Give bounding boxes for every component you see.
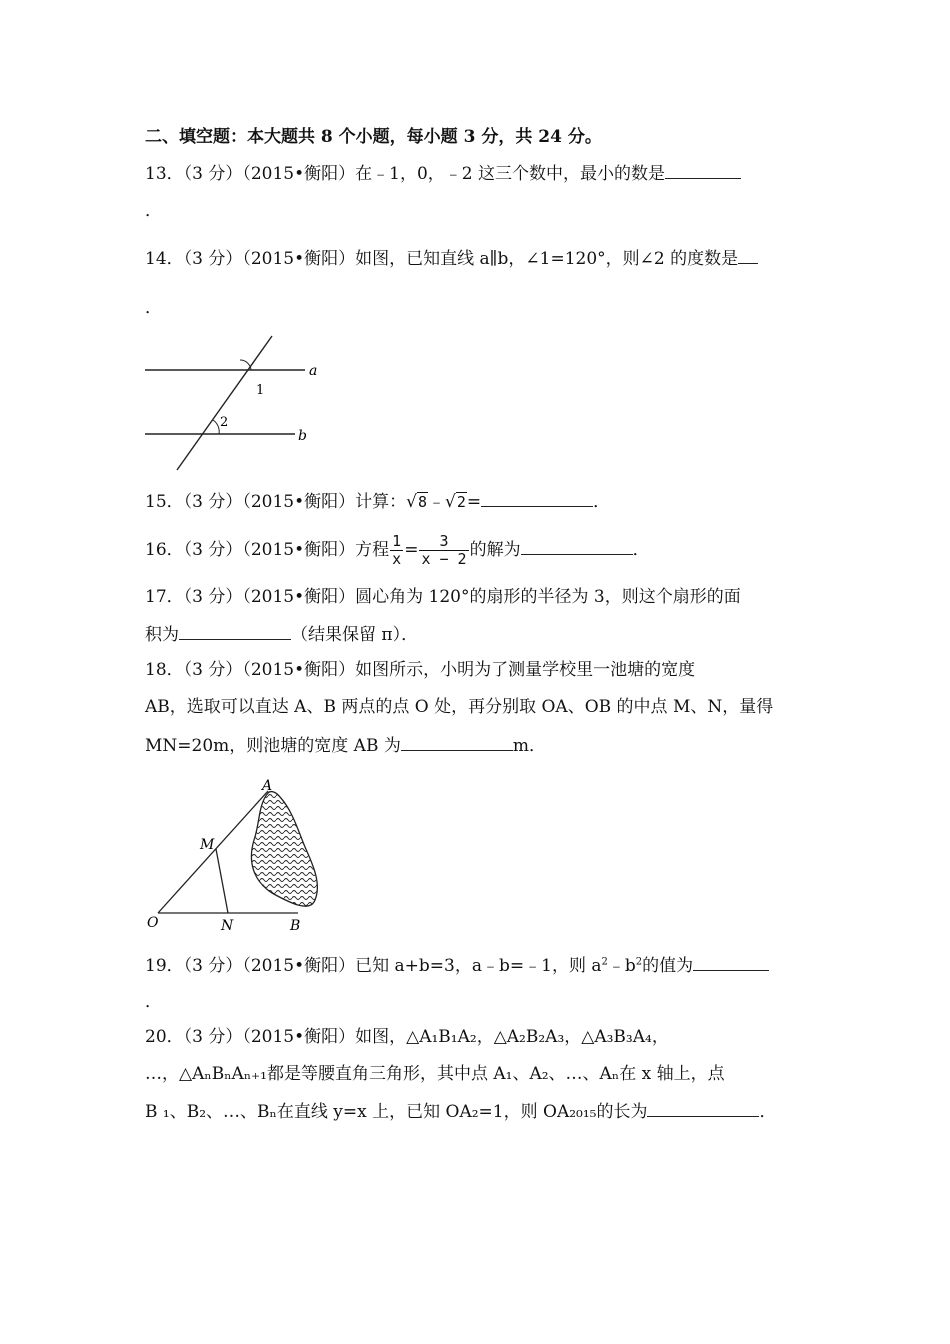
sqrt-sign-1: √ <box>406 492 417 512</box>
label-M: M <box>200 837 215 853</box>
label-N: N <box>221 918 234 934</box>
question-18-line-3 <box>145 734 546 757</box>
label-a: a <box>309 363 318 379</box>
figure-parallel-lines <box>140 330 340 480</box>
label-b: b <box>298 428 307 444</box>
section-title-text: 二、填空题：本大题共 8 个小题，每小题 3 分，共 24 分。 <box>145 127 602 147</box>
section-title <box>145 126 602 148</box>
label-O: O <box>147 915 159 931</box>
question-16 <box>145 533 650 568</box>
question-20-line-3 <box>145 1100 776 1123</box>
fraction-1-over-x <box>390 533 403 568</box>
question-19-pre: 19．（3 分）（2015•衡阳）已知 a+b=3，a﹣b=﹣1，则 a <box>145 956 602 976</box>
answer-blank-15[interactable] <box>481 490 593 507</box>
sqrt-sign-2: √ <box>445 492 456 512</box>
question-15 <box>145 490 610 513</box>
question-19-mid: ﹣b <box>607 956 636 976</box>
question-20-line-1: 20．（3 分）（2015•衡阳）如图，△A₁B₁A₂，△A₂B₂A₃，△A₃B₃A₄， <box>145 1027 669 1047</box>
answer-blank-16[interactable] <box>521 538 633 555</box>
question-14 <box>145 247 758 270</box>
question-13-end: ． <box>145 201 162 221</box>
answer-blank-20[interactable] <box>647 1100 759 1117</box>
fraction-2-denominator: x − 2 <box>421 550 467 568</box>
question-18-line-2: AB，选取可以直达 A、B 两点的点 O 处，再分别取 OA、OB 的中点 M、N，量得 <box>145 697 774 717</box>
segment-MN <box>216 849 228 913</box>
radicand-2: 2 <box>456 493 466 511</box>
question-20-line-2: …，△AₙBₙAₙ₊₁都是等腰直角三角形，其中点 A₁、A₂、…、Aₙ在 x 轴上，点 <box>145 1064 725 1084</box>
pond-shape <box>251 792 317 907</box>
question-16-tail: 的解为 <box>469 540 521 560</box>
question-19-post: 的值为 <box>642 956 694 976</box>
question-13-stem: 13．（3 分）（2015•衡阳）在﹣1，0，﹣2 这三个数中，最小的数是 <box>145 164 665 184</box>
question-20-pre: B ₁、B₂、…、Bₙ在直线 y=x 上，已知 OA₂=1，则 OA₂₀₁₅的长为 <box>145 1102 648 1122</box>
question-16-stem: 16．（3 分）（2015•衡阳）方程 <box>145 540 390 560</box>
fraction-1-numerator: 1 <box>392 532 402 550</box>
fraction-2-numerator: 3 <box>419 533 468 551</box>
q15-minus: ﹣ <box>428 492 446 512</box>
question-14-end: ． <box>145 298 162 318</box>
label-B: B <box>290 918 301 934</box>
figure-pond <box>140 775 340 940</box>
answer-blank-13[interactable] <box>665 162 741 179</box>
label-A: A <box>262 778 273 794</box>
question-15-stem: 15．（3 分）（2015•衡阳）计算： <box>145 492 407 512</box>
fraction-1-denominator: x <box>392 550 402 568</box>
answer-blank-18[interactable] <box>401 734 513 751</box>
angle-2-arc <box>213 420 219 434</box>
question-15-end: ． <box>593 492 611 512</box>
fraction-3-over-x-minus-2 <box>419 533 468 568</box>
question-17-line-2 <box>145 623 418 646</box>
answer-blank-17[interactable] <box>179 623 291 640</box>
q16-equals: = <box>404 540 419 560</box>
question-18-pre: MN=20m，则池塘的宽度 AB 为 <box>145 736 401 756</box>
question-19 <box>145 954 769 977</box>
radicand-8: 8 <box>418 493 428 511</box>
label-1: 1 <box>256 383 265 398</box>
exponent-a: 2 <box>601 956 608 968</box>
question-17-post: （结果保留 π）． <box>291 625 419 645</box>
question-16-end: ． <box>632 540 650 560</box>
exponent-b: 2 <box>635 956 643 968</box>
question-14-stem: 14．（3 分）（2015•衡阳）如图，已知直线 a∥b，∠1=120°，则∠2 的度数是 <box>145 249 739 269</box>
answer-blank-19[interactable] <box>693 954 769 971</box>
label-2: 2 <box>220 415 229 430</box>
question-18-line-1: 18．（3 分）（2015•衡阳）如图所示，小明为了测量学校里一池塘的宽度 <box>145 660 696 680</box>
answer-blank-14[interactable] <box>738 247 758 264</box>
question-17-line-1: 17．（3 分）（2015•衡阳）圆心角为 120°的扇形的半径为 3，则这个扇形的面 <box>145 587 741 607</box>
question-20-post: ． <box>759 1102 777 1122</box>
question-17-pre: 积为 <box>145 625 179 645</box>
question-18-post: m． <box>512 736 546 756</box>
question-13 <box>145 162 741 185</box>
question-19-end: ． <box>145 992 162 1012</box>
q15-equals: = <box>466 492 482 512</box>
transversal <box>177 336 272 470</box>
